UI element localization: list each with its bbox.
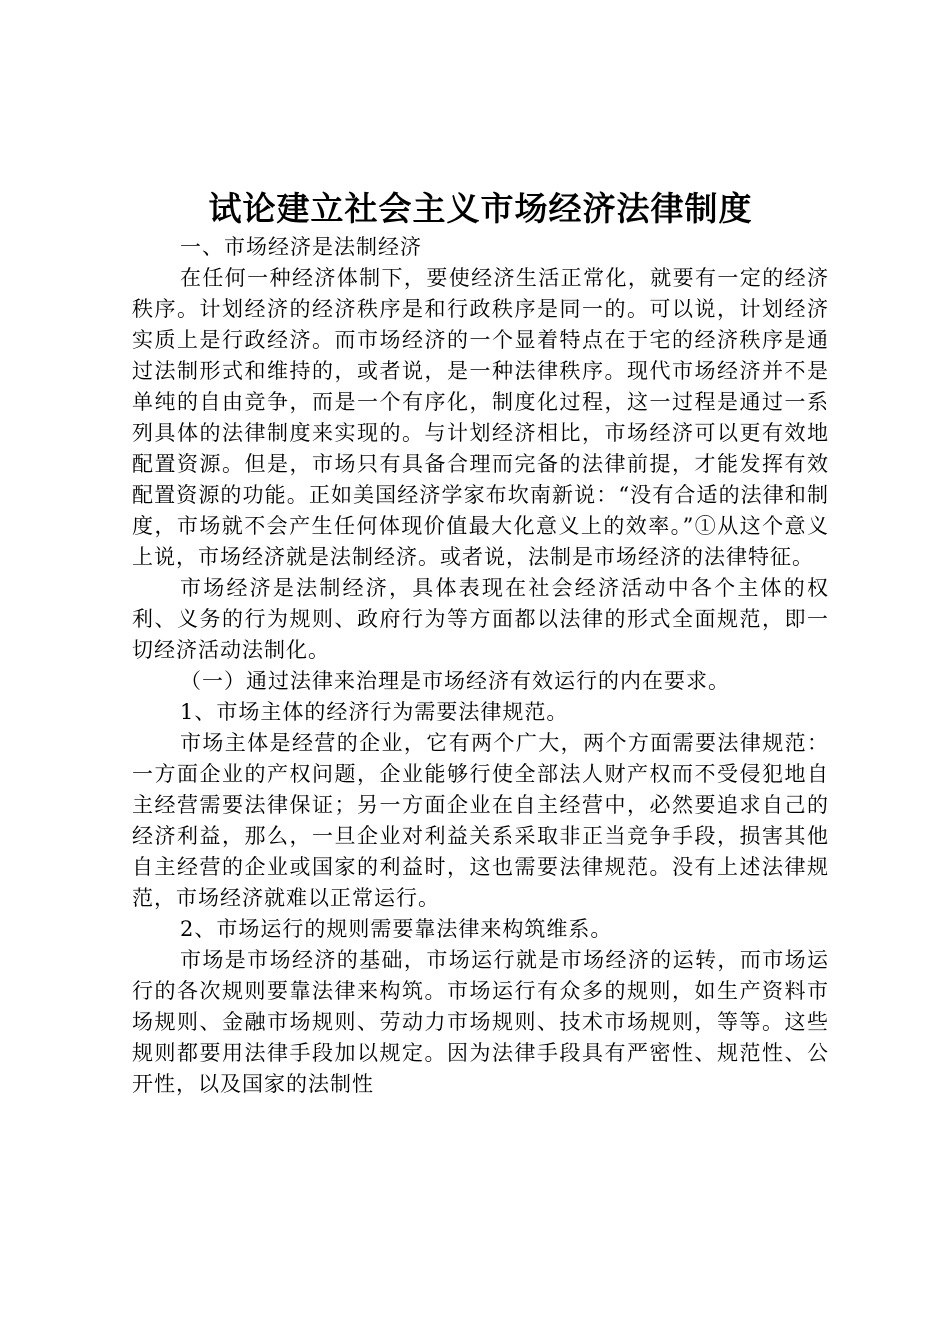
body-paragraph-1: 在任何一种经济体制下，要使经济生活正常化，就要有一定的经济秩序。计划经济的经济秩序是和行政秩序是同一的。可以说，计划经济实质上是行政经济。而市场经济的一个显着特点在于宅的经济秩序是通过法制形式和维持的，或者说，是一种法律秩序。现代市场经济并不是单纯的自由竞争，而是一个有序化，制度化过程，这一过程是通过一系列具体的法律制度来实现的。与计划经济相比，市场经济可以更有效地配置资源。但是，市场只有具备合理而完备的法律前提，才能发挥有效配置资源的功能。正如美国经济学家布坎南新说：“没有合适的法律和制度，市场就不会产生任何体现价值最大化意义上的效率。”①从这个意义上说，市场经济就是法制经济。或者说，法制是市场经济的法律特征。: [132, 266, 829, 569]
section-heading-1: 一、市场经济是法制经济: [180, 235, 422, 259]
point-heading-2: 2、市场运行的规则需要靠法律来构筑维系。: [180, 917, 613, 941]
document-page: [132, 186, 829, 1100]
subsection-heading-1: （一）通过法律来治理是市场经济有效运行的内在要求。: [180, 669, 730, 693]
point-heading-1: 1、市场主体的经济行为需要法律规范。: [180, 700, 569, 724]
document-title: 试论建立社会主义市场经济法律制度: [208, 189, 753, 228]
body-paragraph-4: 市场是市场经济的基础，市场运行就是市场经济的运转，而市场运行的各次规则要靠法律来构筑。市场运行有众多的规则，如生产资料市场规则、金融市场规则、劳动力市场规则、技术市场规则，等等。这些规则都要用法律手段加以规定。因为法律手段具有严密性、规范性、公开性，以及国家的法制性: [132, 948, 829, 1096]
body-paragraph-3: 市场主体是经营的企业，它有两个广大，两个方面需要法律规范：一方面企业的产权问题，企业能够行使全部法人财产权而不受侵犯地自主经营需要法律保证；另一方面企业在自主经营中，必然要追求自己的经济利益，那么，一旦企业对利益关系采取非正当竞争手段，损害其他自主经营的企业或国家的利益时，这也需要法律规范。没有上述法律规范，市场经济就难以正常运行。: [132, 731, 829, 910]
body-paragraph-2: 市场经济是法制经济，具体表现在社会经济活动中各个主体的权利、义务的行为规则、政府行为等方面都以法律的形式全面规范，即一切经济活动法制化。: [132, 576, 829, 662]
